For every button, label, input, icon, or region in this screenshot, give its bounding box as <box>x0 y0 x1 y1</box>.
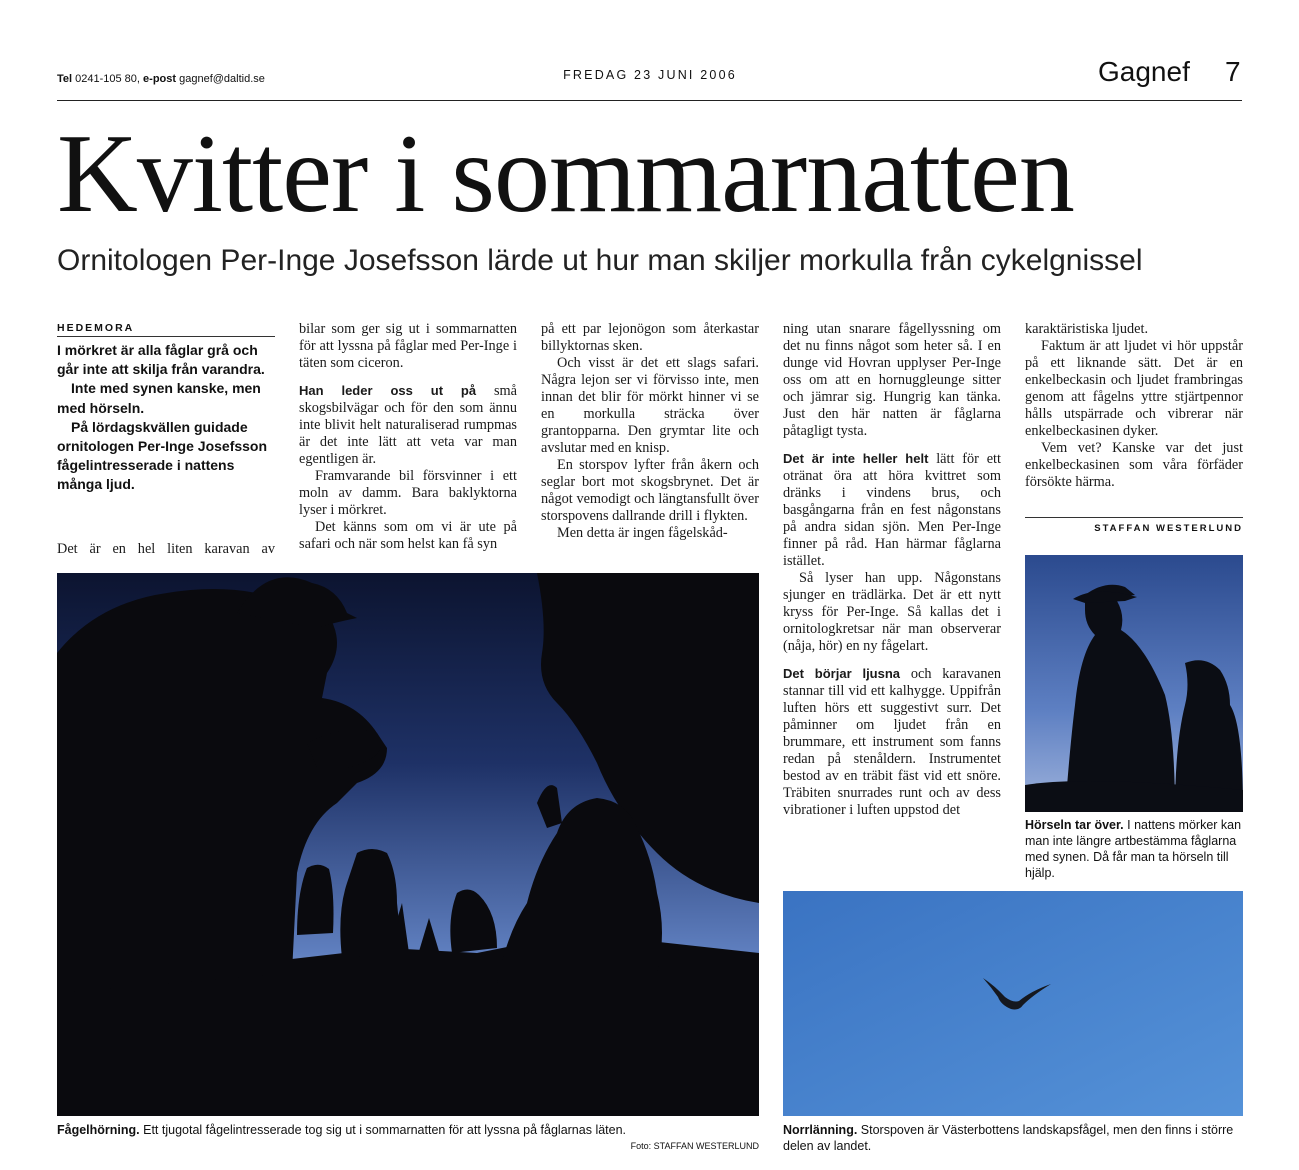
ingress-paragraph: Inte med synen kanske, men med hörseln. <box>57 380 261 416</box>
body-paragraph: Det är en hel liten karavan av <box>57 541 275 557</box>
birdwatchers-silhouette-photo <box>57 573 759 1116</box>
paragraph-lead: Det är inte heller helt <box>783 451 929 466</box>
caption-lead: Hörseln tar över. <box>1025 818 1124 832</box>
body-paragraph: Det börjar ljusna och karavanen stannar till vid ett kalhygge. Uppifrån luften hörs ett suggestivt surr. Det påminner om ljudet från en brummare, ett instrument som fanns redan på stenåldern. Instrumentet bestod av en träbit fäst vid ett snöre. Träbiten snurrades runt och av dess vibrationer i luften uppstod det <box>783 666 1002 818</box>
body-paragraph: Vem vet? Kanske var det just enkelbeckasinen som våra förfäder försökte härma. <box>1025 440 1243 490</box>
side-photo-caption: Hörseln tar över. I nattens mörker kan man inte längre artbestämma fåglarna med synen. Då får man ta hörseln till hjälp. <box>1025 818 1242 880</box>
main-photo <box>57 573 759 1116</box>
bird-photo <box>783 891 1243 1116</box>
dateline: HEDEMORA <box>57 322 275 337</box>
photo-credit: Foto: STAFFAN WESTERLUND <box>630 1141 759 1151</box>
caption-lead: Fågelhörning. <box>57 1123 140 1137</box>
curlew-in-flight-photo <box>783 891 1243 1116</box>
main-photo-caption: Fågelhörning. Ett tjugotal fågelintresserade tog sig ut i sommarnatten för att lyssna på fåglarnas läten. <box>57 1123 627 1137</box>
byline: STAFFAN WESTERLUND <box>1025 517 1243 534</box>
tel-label: Tel <box>57 73 73 85</box>
section-name: Gagnef <box>1098 56 1190 87</box>
body-column-2 <box>299 321 517 553</box>
body-paragraph: ning utan snarare fågellyssning om det nu finns något som heter så. I en dunge vid Hovran upplyser Per-Inge oss om att en hornuggleunge sitter och jämrar sig. Hungrig kan tänka. Just den här natten är fåglarna påtagligt tysta. <box>783 321 1001 439</box>
header-contact <box>57 73 265 85</box>
header-divider <box>57 100 1242 101</box>
issue-date: FREDAG 23 JUNI 2006 <box>563 68 737 82</box>
body-column-4 <box>783 321 1001 819</box>
bird-photo-caption: Norrlänning. Storspoven är Västerbottens landskapsfågel, men den finns i större delen av landet. <box>783 1123 1234 1153</box>
body-paragraph: En storspov lyfter från åkern och seglar bort mot skogsbrynet. Det är något vemodigt och längtansfullt över storspovens dallrande drill i flykten. <box>541 457 759 524</box>
body-paragraph: karaktäristiska ljudet. <box>1025 321 1149 337</box>
ingress-paragraph: I mörkret är alla fåglar grå och går inte att skilja från varandra. <box>57 342 265 378</box>
side-photo <box>1025 555 1243 812</box>
body-paragraph: Framvarande bil försvinner i ett moln av damm. Bara baklyktorna lyser i mörkret. <box>299 468 517 518</box>
headline: Kvitter i sommarnatten <box>57 112 1074 236</box>
page-number: 7 <box>1225 56 1241 87</box>
body-paragraph: Han leder oss ut på små skogsbilvägar och för den som ännu inte blivit helt naturaliserad rumpmas är det inte lätt att veta var man egentligen är. <box>299 383 518 467</box>
body-paragraph: Faktum är att ljudet vi hör uppstår på ett liknande sätt. Det är en enkelbeckasin och ljudet frambringas genom att fågelns yttre stjärtpennor hålls utspärrade och vibrerar när enkelbeckasinen dyker. <box>1025 338 1243 439</box>
body-paragraph: bilar som ger sig ut i sommarnatten för att lyssna på fåglar med Per-Inge i täten som ciceron. <box>299 321 517 371</box>
ingress <box>57 341 275 495</box>
body-paragraph: på ett par lejonögon som återkastar billyktornas sken. <box>541 321 759 354</box>
email-address: gagnef@daltid.se <box>179 73 265 85</box>
body-column-5 <box>1025 321 1243 491</box>
body-paragraph: Det känns som om vi är ute på safari och när som helst kan få syn <box>299 519 517 552</box>
body-paragraph: Men detta är ingen fågelskåd- <box>557 525 728 541</box>
body-column-1 <box>57 541 275 558</box>
listening-silhouette-photo <box>1025 555 1243 812</box>
tel-number: 0241-105 80, <box>75 73 140 85</box>
email-label: e-post <box>143 73 177 85</box>
subheadline: Ornitologen Per-Inge Josefsson lärde ut hur man skiljer morkulla från cykelgnissel <box>57 244 1143 277</box>
body-paragraph: Så lyser han upp. Någonstans sjunger en trädlärka. Det är ett nytt kryss för Per-Inge. Så kallas det i ornitologkretsar när man observerar (nåja, hör) en ny fågelart. <box>783 570 1001 654</box>
body-paragraph: Och visst är det ett slags safari. Några lejon ser vi förvisso inte, men innan det blir för mörkt hinner vi se en morkulla sträcka över grantopparna. Den grymtar lite och avslutar med en knisp. <box>541 355 759 456</box>
paragraph-lead: Han leder oss ut på <box>299 383 477 398</box>
ingress-paragraph: På lördagskvällen guidade ornitologen Per-Inge Josefsson fågelintresserade i nattens många ljud. <box>57 418 268 493</box>
caption-lead: Norrlänning. <box>783 1123 858 1137</box>
paragraph-lead: Det börjar ljusna <box>783 666 901 681</box>
body-column-3 <box>541 321 759 542</box>
body-paragraph: Det är inte heller helt lätt för ett otränat öra att höra kvittret som dränks i vindens brus, och basgångarna från en fest någonstans på andra sidan sjön. Men Per-Inge finner på råd. Han härmar fåglarna istället. <box>783 451 1001 569</box>
